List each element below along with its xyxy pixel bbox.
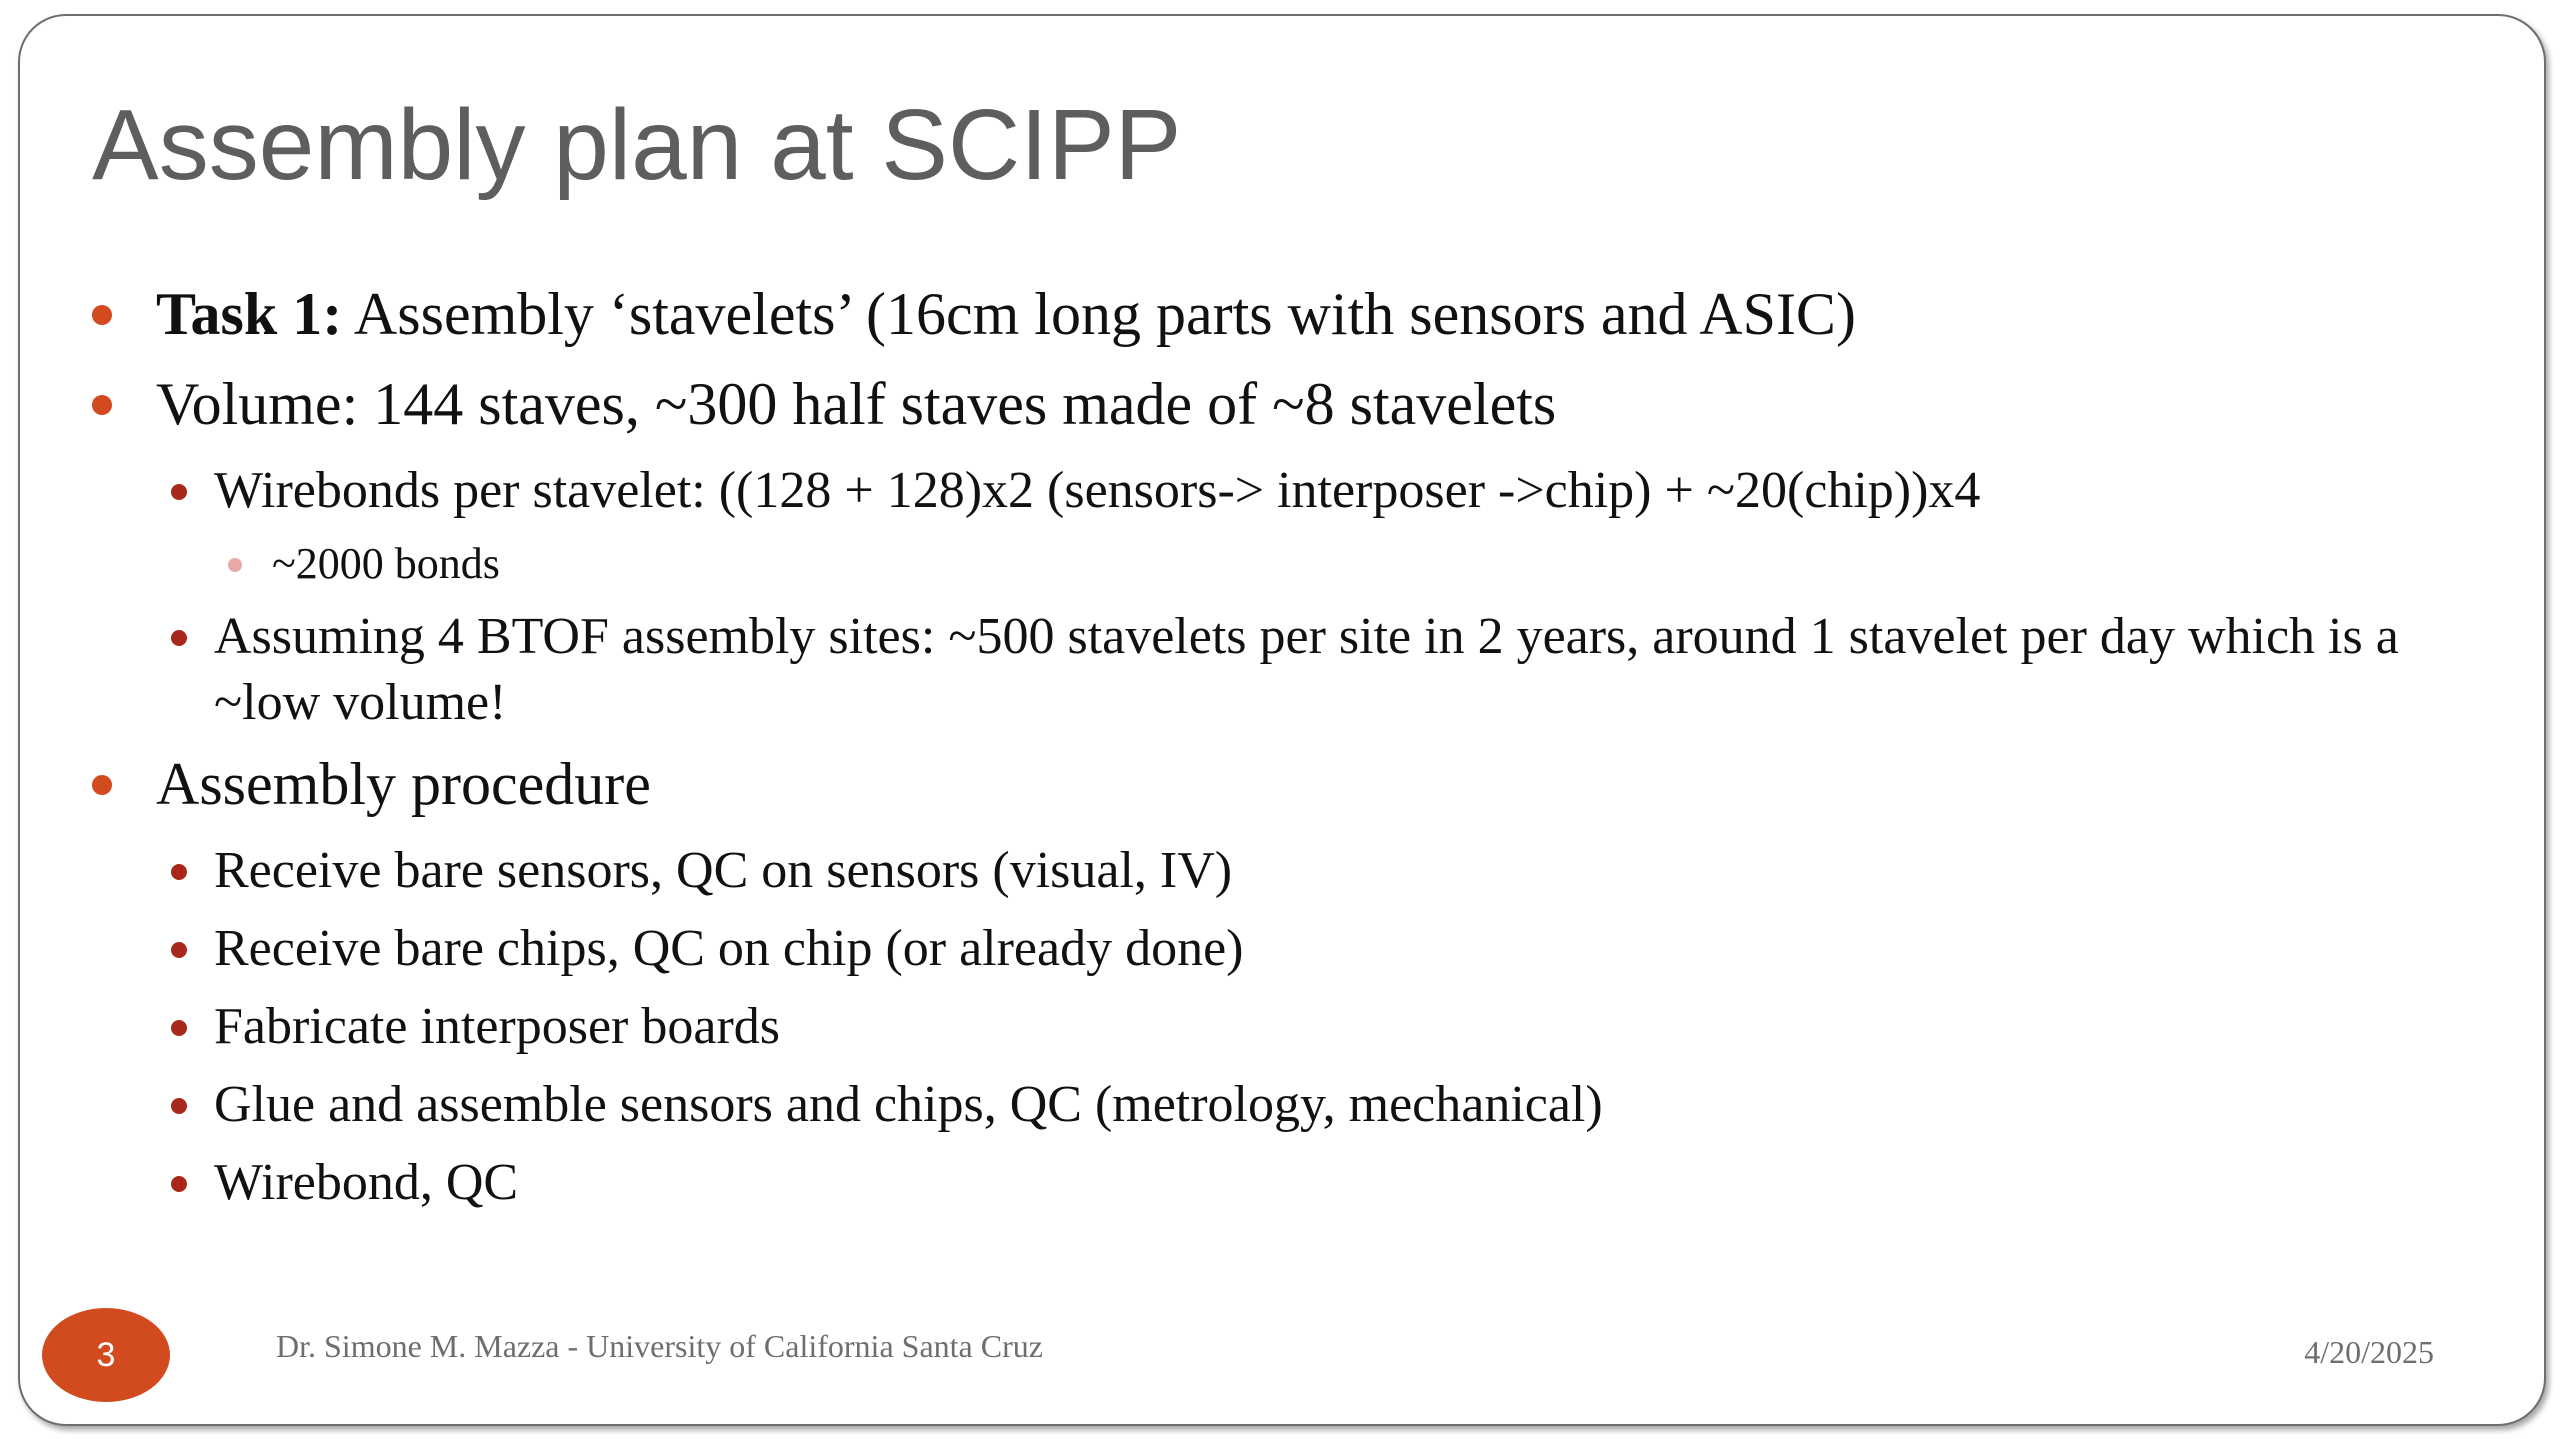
bullet-dot-icon bbox=[92, 395, 112, 415]
sub-bullet-fabricate-boards bbox=[80, 994, 2480, 1060]
bullet-text: Assembly ‘stavelets’ (16cm long parts with sensors and ASIC) bbox=[342, 281, 1856, 347]
bullet-dot-icon bbox=[171, 484, 187, 500]
bullet-text: Wirebond, QC bbox=[214, 1154, 519, 1211]
bullet-volume bbox=[80, 368, 2480, 440]
bullet-dot-icon bbox=[171, 1020, 187, 1036]
sub-bullet-wirebond-qc bbox=[80, 1150, 2480, 1216]
bullet-list bbox=[80, 278, 2480, 1228]
bullet-text: Fabricate interposer boards bbox=[214, 998, 781, 1055]
bullet-dot-icon bbox=[171, 864, 187, 880]
slide-number-badge bbox=[42, 1308, 170, 1402]
bullet-text: Receive bare sensors, QC on sensors (visual, IV) bbox=[214, 842, 1233, 899]
sub-bullet-assembly-sites bbox=[80, 604, 2514, 736]
bullet-text: Wirebonds per stavelet: ((128 + 128)x2 (sensors-> interposer ->chip) + ~20(chip))x4 bbox=[214, 462, 1981, 519]
bullet-text: Glue and assemble sensors and chips, QC (metrology, mechanical) bbox=[214, 1076, 1603, 1133]
footer-date: 4/20/2025 bbox=[2304, 1334, 2434, 1370]
sub-bullet-glue-assemble bbox=[80, 1072, 2480, 1138]
bullet-text: Assembly procedure bbox=[156, 751, 651, 817]
bullet-text: Assuming 4 BTOF assembly sites: ~500 stavelets per site in 2 years, around 1 stavelet per day which is a ~low volume! bbox=[214, 608, 2399, 731]
bullet-dot-icon bbox=[171, 942, 187, 958]
bullet-text: ~2000 bonds bbox=[272, 539, 500, 588]
bullet-dot-icon bbox=[92, 775, 112, 795]
slide-title: Assembly plan at SCIPP bbox=[92, 89, 1182, 201]
sub-bullet-wirebonds bbox=[80, 458, 2480, 524]
sub-sub-bullet-bonds bbox=[80, 536, 2480, 592]
bullet-text: Volume: 144 staves, ~300 half staves made of ~8 stavelets bbox=[156, 371, 1557, 437]
bullet-text: Receive bare chips, QC on chip (or already done) bbox=[214, 920, 1244, 977]
bullet-dot-icon bbox=[171, 1176, 187, 1192]
bullet-dot-icon bbox=[171, 1098, 187, 1114]
slide-number: 3 bbox=[96, 1335, 116, 1374]
slide bbox=[18, 14, 2546, 1426]
bullet-dot-icon bbox=[171, 630, 187, 646]
footer-author: Dr. Simone M. Mazza - University of California Santa Cruz bbox=[276, 1328, 1043, 1364]
bullet-dot-icon bbox=[92, 305, 112, 325]
bullet-dot-icon bbox=[228, 558, 242, 572]
bullet-task-1 bbox=[80, 278, 2480, 350]
sub-bullet-receive-sensors bbox=[80, 838, 2480, 904]
bullet-assembly-procedure bbox=[80, 748, 2480, 820]
bullet-bold-label: Task 1: bbox=[156, 281, 343, 347]
sub-bullet-receive-chips bbox=[80, 916, 2480, 982]
